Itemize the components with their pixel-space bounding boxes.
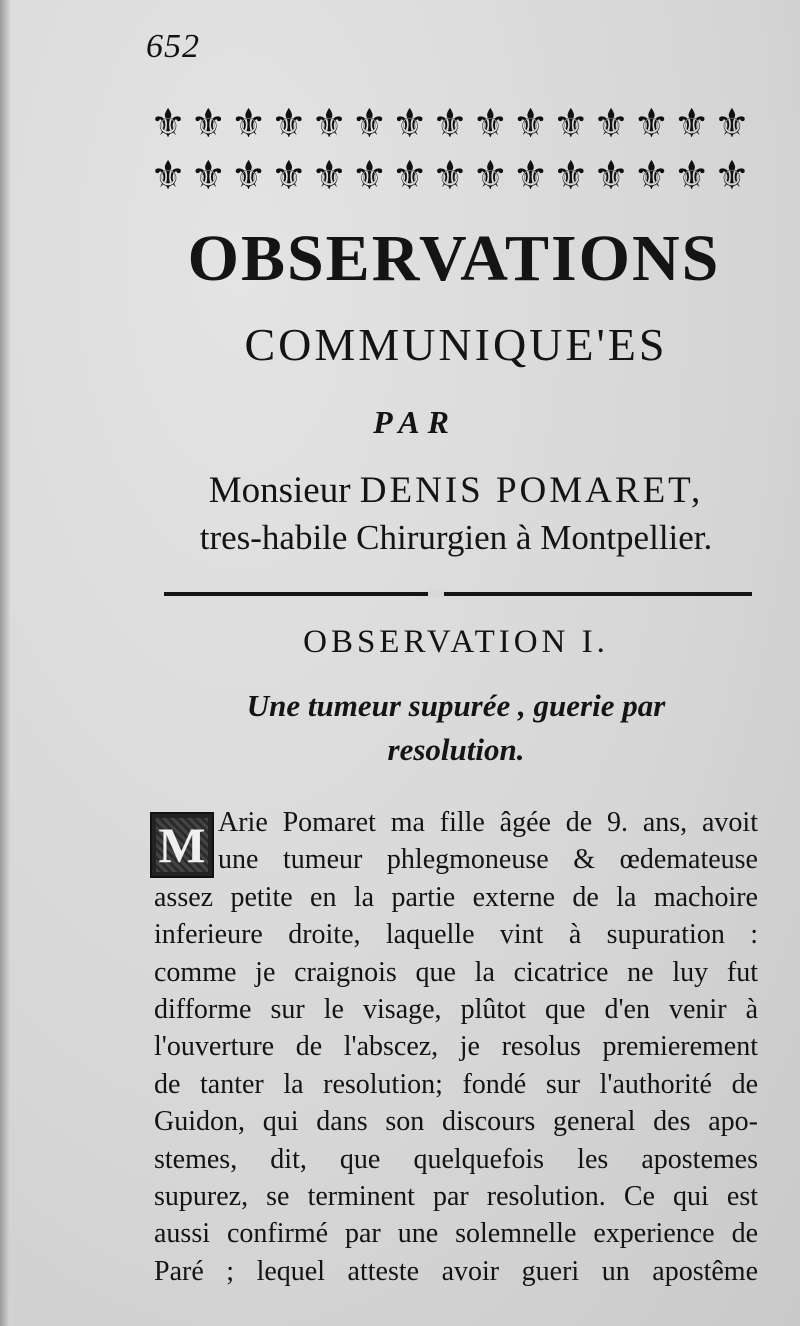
fleur-de-lis-icon: ⚜ <box>190 156 227 196</box>
text-line: une tumeur phlegmoneuse & œdemateuse <box>218 844 758 876</box>
observation-heading: OBSERVATION I. <box>303 624 609 660</box>
fleur-de-lis-icon: ⚜ <box>633 104 670 144</box>
fleur-de-lis-icon: ⚜ <box>512 104 549 144</box>
fleur-de-lis-icon: ⚜ <box>673 104 710 144</box>
fleur-de-lis-icon: ⚜ <box>432 104 468 144</box>
text-line: assez petite en la partie externe de la machoire <box>154 881 758 913</box>
fleur-de-lis-icon: ⚜ <box>432 156 468 196</box>
fleur-de-lis-icon: ⚜ <box>391 104 428 144</box>
fleur-de-lis-icon: ⚜ <box>351 156 388 196</box>
section-divider-gap <box>428 590 444 598</box>
page-title: OBSERVATIONS <box>187 222 721 295</box>
fleur-de-lis-icon: ⚜ <box>512 156 549 196</box>
observation-subtitle-line: resolution. <box>387 732 525 767</box>
observation-subtitle <box>180 684 732 772</box>
observation-subtitle-line: Une tumeur supurée , guerie par <box>246 688 666 723</box>
fleur-de-lis-icon: ⚜ <box>230 156 267 196</box>
fleur-de-lis-icon: ⚜ <box>270 104 307 144</box>
fleur-de-lis-icon: ⚜ <box>391 156 428 196</box>
text-line: Arie Pomaret ma fille âgée de 9. ans, avoit <box>218 807 758 838</box>
page-number: 652 <box>146 28 200 65</box>
fleur-de-lis-icon: ⚜ <box>673 156 710 196</box>
fleur-de-lis-ornament-band-top <box>148 104 752 144</box>
fleur-de-lis-icon: ⚜ <box>270 156 307 196</box>
text-line: supurez, se terminent par resolution. Ce qui est <box>154 1181 758 1213</box>
fleur-de-lis-icon: ⚜ <box>150 104 186 144</box>
fleur-de-lis-icon: ⚜ <box>472 104 509 144</box>
fleur-de-lis-icon: ⚜ <box>311 156 348 196</box>
text-line: difforme sur le visage, plûtot que d'en venir à <box>154 994 758 1026</box>
fleur-de-lis-ornament-band-bottom <box>148 156 752 196</box>
page-edge-shadow <box>0 0 10 1326</box>
author-description: tres-habile Chirurgien à Montpellier. <box>199 518 713 557</box>
fleur-de-lis-icon: ⚜ <box>552 104 589 144</box>
fleur-de-lis-icon: ⚜ <box>714 104 750 144</box>
page-subtitle: COMMUNIQUE'ES <box>244 319 668 370</box>
body-paragraph <box>154 804 758 1290</box>
by-line: PAR <box>373 404 457 440</box>
fleur-de-lis-icon: ⚜ <box>593 156 630 196</box>
fleur-de-lis-icon: ⚜ <box>190 104 227 144</box>
text-line: Guidon, qui dans son discours general des apo- <box>154 1106 758 1138</box>
text-line: aussi confirmé par une solemnelle experience de <box>154 1218 758 1250</box>
fleur-de-lis-icon: ⚜ <box>351 104 388 144</box>
author-name: DENIS POMARET, <box>359 470 704 511</box>
fleur-de-lis-icon: ⚜ <box>472 156 509 196</box>
text-line: comme je craignois que la cicatrice ne luy fut <box>154 956 758 988</box>
author-line <box>150 472 762 509</box>
text-line: inferieure droite, laquelle vint à supuration : <box>154 919 758 951</box>
fleur-de-lis-icon: ⚜ <box>633 156 670 196</box>
drop-cap-letter: M <box>156 818 208 872</box>
text-line: de tanter la resolution; fondé sur l'authorité de <box>154 1068 758 1100</box>
text-line: stemes, dit, que quelquefois les apostemes <box>154 1143 758 1175</box>
section-divider <box>164 592 752 596</box>
fleur-de-lis-icon: ⚜ <box>311 104 348 144</box>
text-line: l'ouverture de l'abscez, je resolus premierement <box>154 1031 758 1063</box>
fleur-de-lis-icon: ⚜ <box>552 156 589 196</box>
author-prefix: Monsieur <box>208 470 351 511</box>
fleur-de-lis-icon: ⚜ <box>593 104 630 144</box>
fleur-de-lis-icon: ⚜ <box>230 104 267 144</box>
fleur-de-lis-icon: ⚜ <box>150 156 186 196</box>
text-line: Paré ; lequel atteste avoir gueri un apostême <box>154 1255 758 1287</box>
fleur-de-lis-icon: ⚜ <box>714 156 750 196</box>
